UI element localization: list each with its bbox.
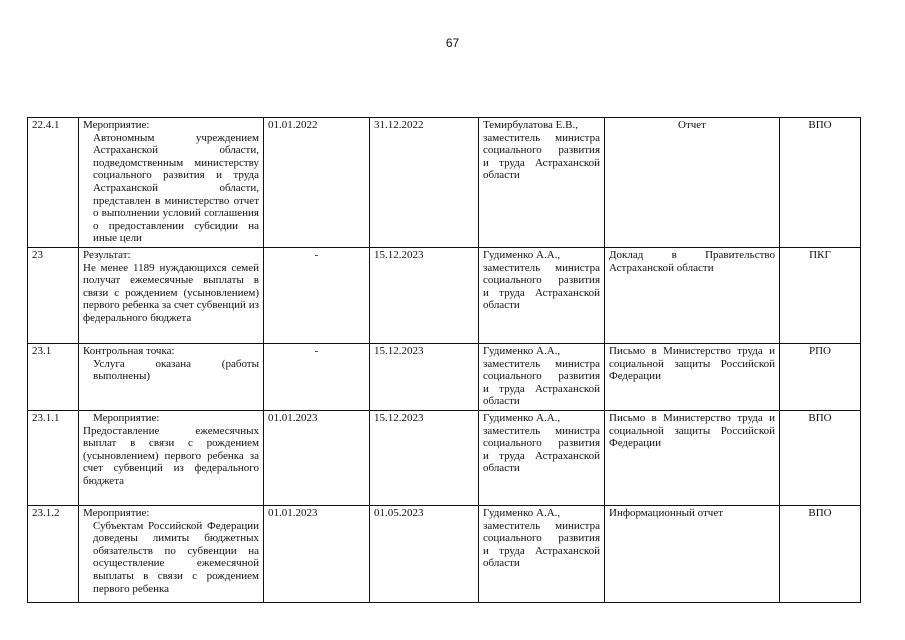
row-number: 22.4.1 — [28, 118, 79, 248]
description-text: Автономным учреждением Астраханской области, подведомственным министерству социального развития и труда Астраханской области, представлен в министерство отчет о выполнении условий соглашения о предоставлении субсидии на иные цели — [93, 131, 259, 245]
responsible-line: социального развития — [483, 532, 600, 545]
responsible-line: заместитель министра — [483, 131, 600, 144]
control-level: ВПО — [780, 118, 861, 248]
responsible-person — [479, 247, 605, 343]
responsible-line: области — [483, 299, 520, 312]
control-level: ВПО — [780, 410, 861, 505]
end-date: 01.05.2023 — [370, 505, 479, 602]
responsible-line: области — [483, 395, 520, 408]
responsible-line: Гудименко А.А., — [483, 411, 561, 424]
responsible-line: заместитель министра — [483, 261, 600, 274]
row-number: 23 — [28, 247, 79, 343]
description-heading: Результат: — [83, 248, 131, 261]
end-date: 31.12.2022 — [370, 118, 479, 248]
responsible-line: Гудименко А.А., — [483, 248, 561, 261]
responsible-person — [479, 343, 605, 410]
responsible-line: области — [483, 557, 520, 570]
description-heading: Мероприятие: — [83, 506, 150, 519]
start-date: - — [264, 247, 370, 343]
responsible-line: социального развития — [483, 144, 600, 157]
responsible-line: области — [483, 169, 520, 182]
table-row — [28, 343, 861, 410]
start-date: 01.01.2022 — [264, 118, 370, 248]
description-text: Не менее 1189 нуждающихся семей получат ежемесячные выплаты в связи с рождением (усыновлением) первого ребенка за счет субвенций из федерального бюджета — [83, 261, 259, 324]
responsible-person — [479, 505, 605, 602]
responsible-line: заместитель министра — [483, 357, 600, 370]
row-description — [79, 505, 264, 602]
description-heading: Мероприятие: — [83, 119, 150, 131]
responsible-line: и труда Астраханской — [483, 544, 600, 557]
responsible-person — [479, 410, 605, 505]
control-level: ПКГ — [780, 247, 861, 343]
control-level: РПО — [780, 343, 861, 410]
table-row — [28, 410, 861, 505]
page-number: 67 — [445, 36, 460, 50]
responsible-line: заместитель министра — [483, 424, 600, 437]
plan-table — [27, 117, 861, 603]
row-number: 23.1.1 — [28, 410, 79, 505]
control-document: Письмо в Министерство труда и социальной защиты Российской Федерации — [605, 343, 780, 410]
table-row — [28, 118, 861, 248]
row-description — [79, 410, 264, 505]
control-level: ВПО — [780, 505, 861, 602]
responsible-line: и труда Астраханской — [483, 156, 600, 169]
responsible-line: социального развития — [483, 370, 600, 383]
description-heading: Контрольная точка: — [83, 344, 175, 357]
responsible-line: Темирбулатова Е.В., — [483, 119, 578, 131]
control-document: Отчет — [605, 118, 780, 248]
responsible-person — [479, 118, 605, 248]
description-heading: Мероприятие: — [93, 411, 160, 424]
responsible-line: и труда Астраханской — [483, 286, 600, 299]
row-description — [79, 118, 264, 248]
description-text: Предоставление ежемесячных выплат в связи с рождением (усыновлением) первого ребенка за счет субвенций из федерального бюджета — [83, 424, 259, 487]
responsible-line: социального развития — [483, 437, 600, 450]
row-number: 23.1 — [28, 343, 79, 410]
control-document: Информационный отчет — [605, 505, 780, 602]
row-description — [79, 247, 264, 343]
table-row — [28, 247, 861, 343]
description-text: Субъектам Российской Федерации доведены лимиты бюджетных обязательств по субвенции на осуществление ежемесячной выплаты в связи с рождением первого ребенка — [93, 519, 259, 595]
responsible-line: социального развития — [483, 274, 600, 287]
row-description — [79, 343, 264, 410]
responsible-line: и труда Астраханской — [483, 449, 600, 462]
start-date: - — [264, 343, 370, 410]
row-number: 23.1.2 — [28, 505, 79, 602]
start-date: 01.01.2023 — [264, 410, 370, 505]
responsible-line: Гудименко А.А., — [483, 344, 561, 357]
control-document: Доклад в Правительство Астраханской области — [605, 247, 780, 343]
responsible-line: Гудименко А.А., — [483, 506, 561, 519]
responsible-line: заместитель министра — [483, 519, 600, 532]
end-date: 15.12.2023 — [370, 410, 479, 505]
responsible-line: области — [483, 462, 520, 475]
control-document: Письмо в Министерство труда и социальной защиты Российской Федерации — [605, 410, 780, 505]
table-row — [28, 505, 861, 602]
end-date: 15.12.2023 — [370, 247, 479, 343]
end-date: 15.12.2023 — [370, 343, 479, 410]
start-date: 01.01.2023 — [264, 505, 370, 602]
description-text: Услуга оказана (работы выполнены) — [93, 357, 259, 383]
responsible-line: и труда Астраханской — [483, 382, 600, 395]
